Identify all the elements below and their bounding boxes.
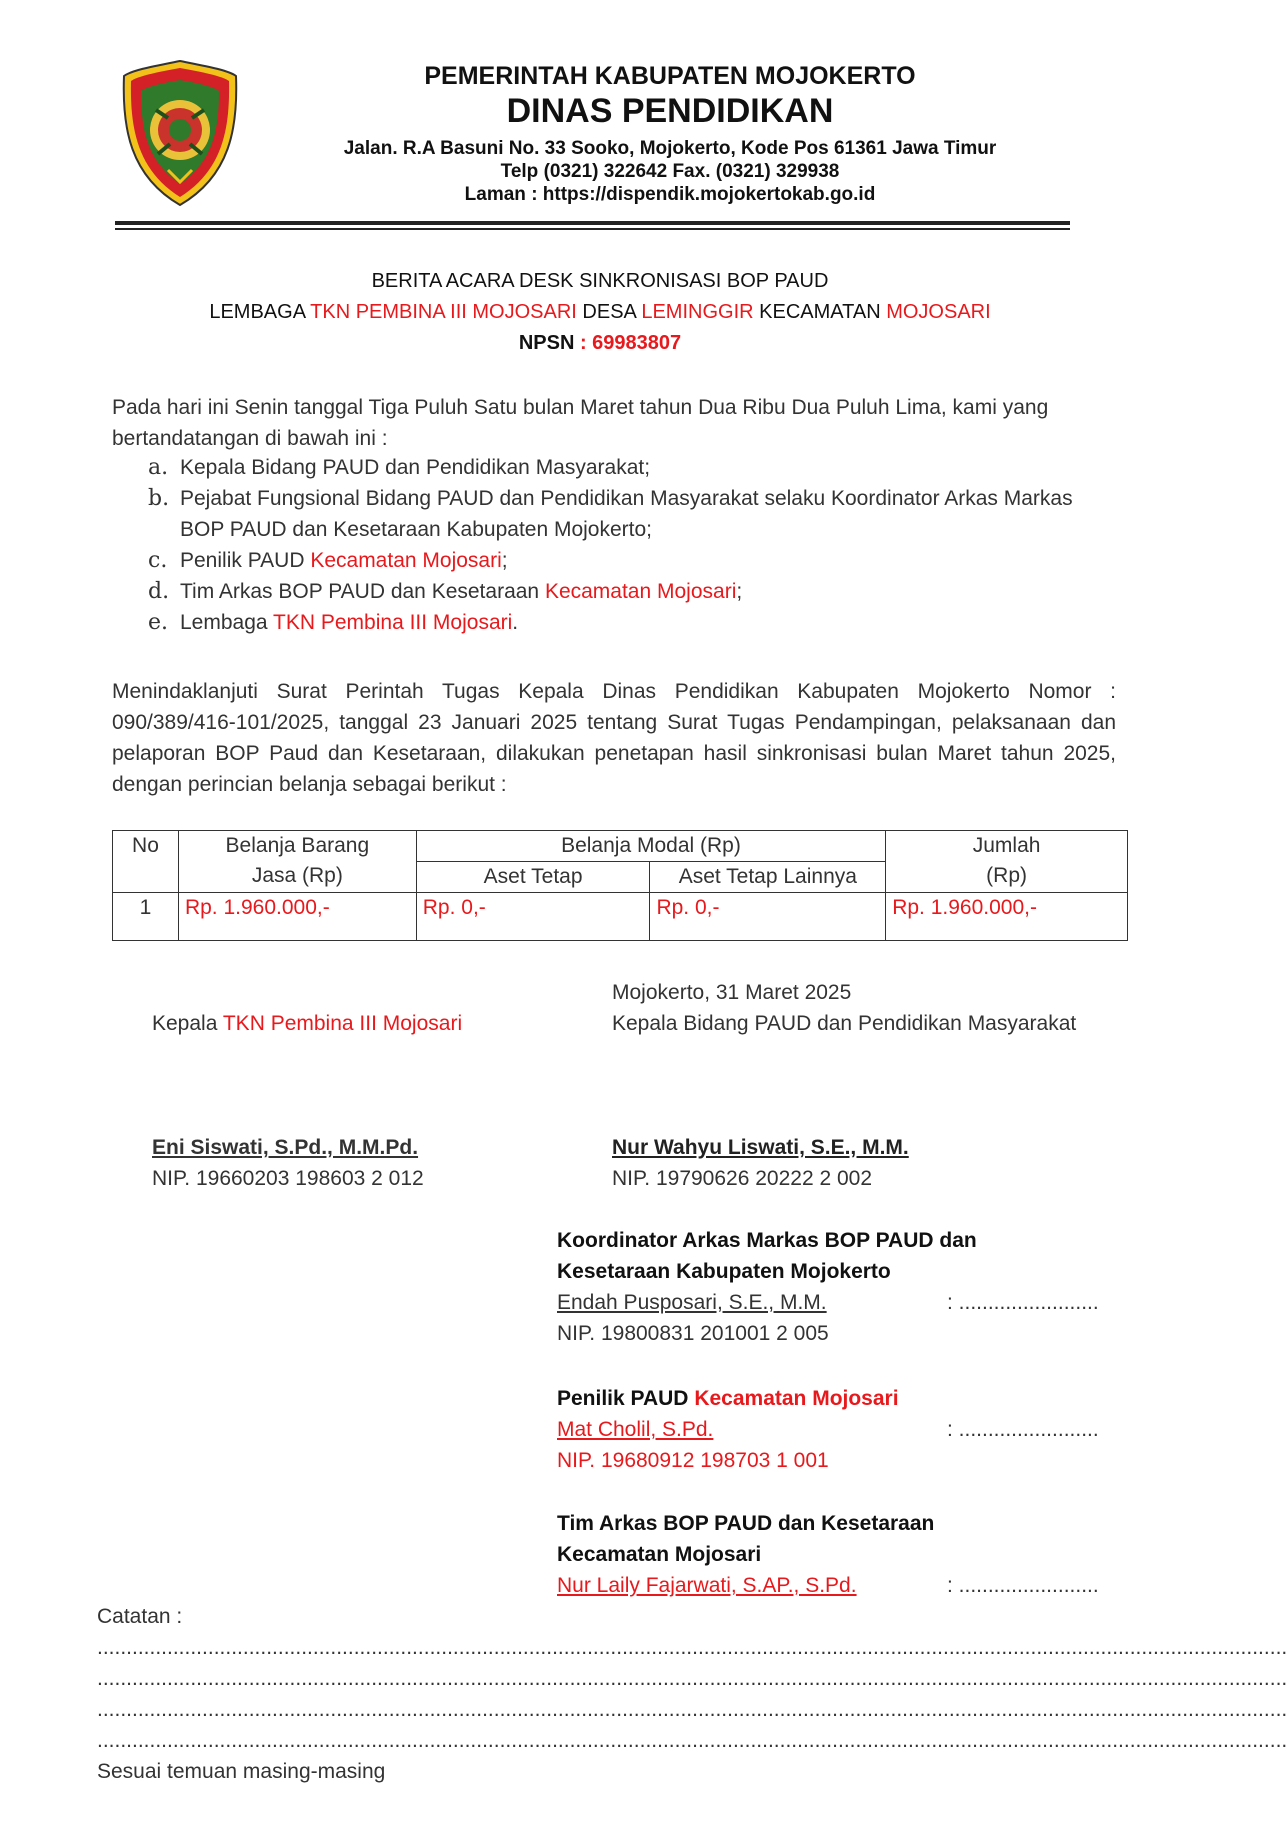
koordinator-block (557, 1225, 1117, 1349)
koordinator-title-1: Koordinator Arkas Markas BOP PAUD dan (557, 1229, 977, 1252)
penilik-sign-line: : ........................ (947, 1418, 1099, 1441)
right-signer-nip: NIP. 19790626 20222 2 002 (612, 1167, 873, 1190)
cell-no: 1 (113, 893, 179, 941)
table-header-row (113, 831, 1128, 862)
attendee-list (112, 452, 1112, 638)
penilik-name: Mat Cholil, S.Pd. (557, 1418, 714, 1441)
letterhead-phone: Telp (0321) 322642 Fax. (0321) 329938 (500, 161, 840, 182)
letterhead-rule-thick (115, 221, 1070, 225)
letterhead-department: DINAS PENDIDIKAN (506, 92, 834, 130)
cell-aset-tetap: Rp. 0,- (416, 893, 650, 941)
left-signer-name: Eni Siswati, S.Pd., M.M.Pd. (152, 1136, 419, 1159)
penilik-nip: NIP. 19680912 198703 1 001 (557, 1449, 829, 1472)
letterhead-website: Laman : https://dispendik.mojokertokab.go.id (464, 184, 876, 205)
letterhead-government: PEMERINTAH KABUPATEN MOJOKERTO (424, 62, 916, 90)
header-no: No (113, 831, 179, 893)
list-item: a. Kepala Bidang PAUD dan Pendidikan Masyarakat; (148, 455, 651, 480)
table-row (113, 893, 1128, 941)
mojokerto-regency-coat-of-arms-icon (120, 58, 240, 208)
cell-aset-lain: Rp. 0,- (650, 893, 886, 941)
koordinator-nip: NIP. 19800831 201001 2 005 (557, 1322, 829, 1345)
list-item: c. Penilik PAUD Kecamatan Mojosari; (148, 548, 508, 573)
tim-sign-line: : ........................ (947, 1574, 1099, 1597)
notes-line: ............................................................................................................................................................................................................ (97, 1698, 1287, 1721)
place-date: Mojokerto, 31 Maret 2025 (612, 981, 852, 1004)
tim-title-2: Kecamatan Mojosari (557, 1543, 762, 1566)
list-item: e. Lembaga TKN Pembina III Mojosari. (148, 610, 519, 635)
left-signer-nip: NIP. 19660203 198603 2 012 (152, 1167, 424, 1190)
header-belanja-modal: Belanja Modal (Rp) (416, 831, 885, 862)
koordinator-title-2: Kesetaraan Kabupaten Mojokerto (557, 1260, 891, 1283)
koordinator-name: Endah Pusposari, S.E., M.M. (557, 1291, 827, 1314)
header-jumlah: Jumlah (Rp) (886, 831, 1128, 893)
notes-section (97, 1601, 1287, 1787)
lembaga-name: TKN PEMBINA III MOJOSARI (310, 301, 577, 323)
basis-paragraph: Menindaklanjuti Surat Perintah Tugas Kepala Dinas Pendidikan Kabupaten Mojokerto Nomor : 090/389/416-101/2025, tanggal 23 Januari 2025 tentang Surat Tugas Pendampingan, pelaksanaan dan pelaporan BOP Paud dan Kesetaraan, dilakukan penetapan hasil sinkronisasi bulan Maret tahun 2025, dengan perincian belanja sebagai berikut : (112, 680, 1116, 796)
notes-line: ............................................................................................................................................................................................................ (97, 1729, 1287, 1752)
npsn-value: : 69983807 (579, 332, 682, 354)
tim-block (557, 1508, 1117, 1601)
cell-barang: Rp. 1.960.000,- (178, 893, 416, 941)
cell-jumlah: Rp. 1.960.000,- (886, 893, 1128, 941)
desa-name: LEMINGGIR (641, 301, 754, 323)
expenditure-table (112, 830, 1128, 941)
tim-name: Nur Laily Fajarwati, S.AP., S.Pd. (557, 1574, 857, 1597)
notes-line: ............................................................................................................................................................................................................ (97, 1667, 1287, 1690)
intro-paragraph: Pada hari ini Senin tanggal Tiga Puluh Satu bulan Maret tahun Dua Ribu Dua Puluh Lima, kami yang bertandatangan di bawah ini : (112, 396, 1049, 450)
list-item: b. Pejabat Fungsional Bidang PAUD dan Pendidikan Masyarakat selaku Koordinator Arkas Markas BOP PAUD dan Kesetaraan Kabupaten Mojokerto; (148, 486, 1073, 541)
letterhead-address: Jalan. R.A Basuni No. 33 Sooko, Mojokerto, Kode Pos 61361 Jawa Timur (343, 138, 997, 159)
letterhead-rule-thin (115, 228, 1070, 230)
document-subtitle: LEMBAGA TKN PEMBINA III MOJOSARI DESA LEMINGGIR KECAMATAN MOJOSARI (209, 301, 991, 323)
right-signer-name: Nur Wahyu Liswati, S.E., M.M. (612, 1136, 909, 1159)
header-aset-tetap: Aset Tetap (416, 862, 650, 893)
notes-label: Catatan : (97, 1605, 183, 1628)
header-belanja-barang: Belanja Barang Jasa (Rp) (178, 831, 416, 893)
left-signer-role: Kepala TKN Pembina III Mojosari (152, 1012, 463, 1035)
tim-title-1: Tim Arkas BOP PAUD dan Kesetaraan (557, 1512, 935, 1535)
header-aset-tetap-lainnya: Aset Tetap Lainnya (650, 862, 886, 893)
list-item: d. Tim Arkas BOP PAUD dan Kesetaraan Kecamatan Mojosari; (148, 579, 743, 604)
penilik-title: Penilik PAUD Kecamatan Mojosari (557, 1387, 899, 1410)
notes-line: ............................................................................................................................................................................................................ (97, 1636, 1287, 1659)
kecamatan-name: MOJOSARI (886, 301, 991, 323)
koordinator-sign-line: : ........................ (947, 1291, 1099, 1314)
document-title: BERITA ACARA DESK SINKRONISASI BOP PAUD (371, 270, 829, 292)
npsn-line: NPSN : 69983807 (518, 332, 682, 354)
penilik-block (557, 1383, 1117, 1476)
notes-footer: Sesuai temuan masing-masing (97, 1760, 386, 1783)
right-signer-role: Kepala Bidang PAUD dan Pendidikan Masyarakat (612, 1012, 1077, 1035)
